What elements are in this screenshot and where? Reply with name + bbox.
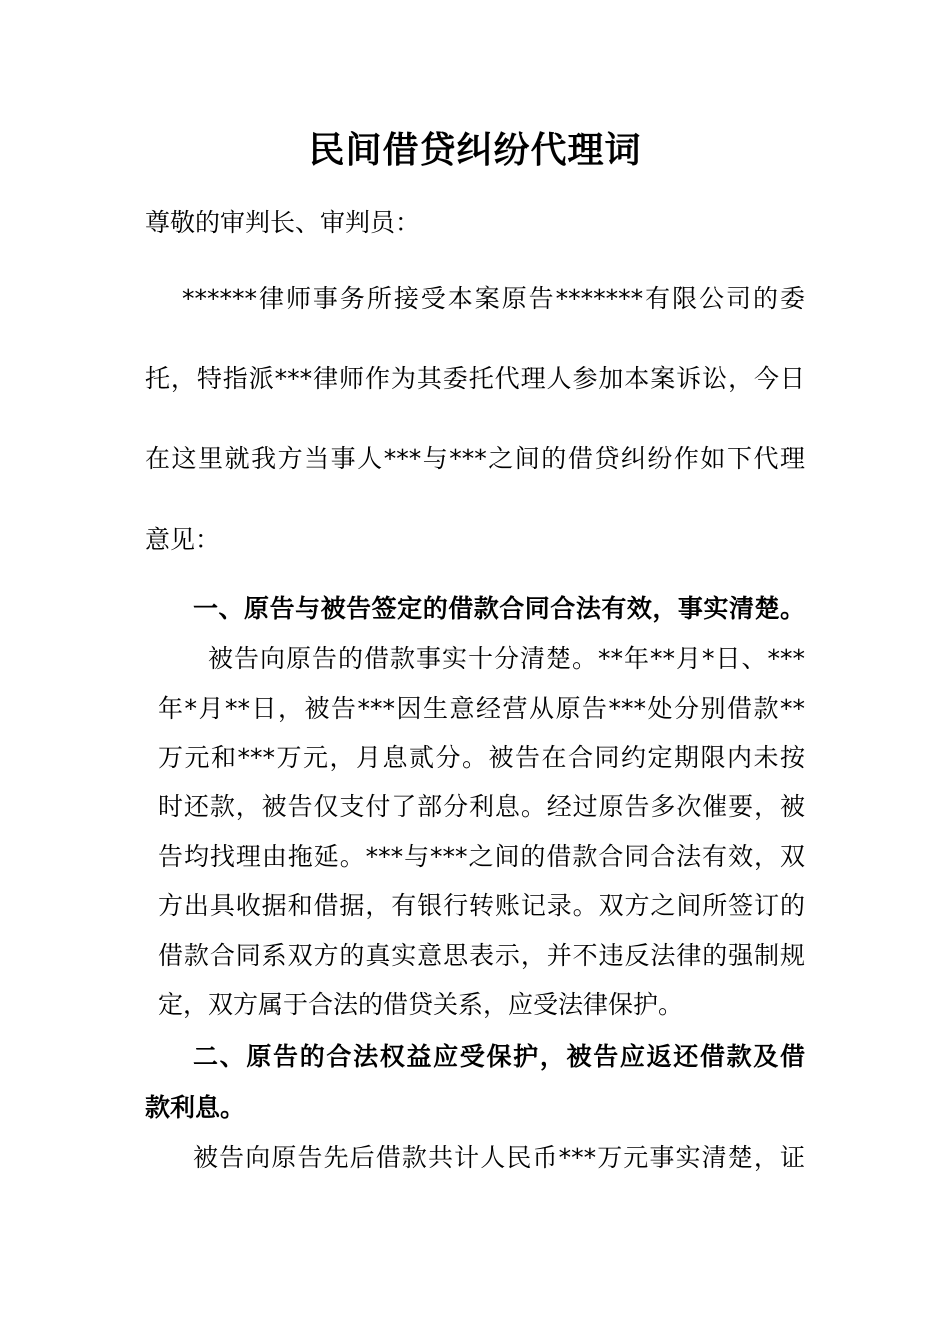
salutation: 尊敬的审判长、审判员： [145, 208, 421, 237]
section-heading: 一、原告与被告签定的借款合同合法有效，事实清楚。 [193, 594, 805, 623]
body-line: 告均找理由拖延。***与***之间的借款合同合法有效，双 [158, 842, 805, 871]
intro-line: 托，特指派***律师作为其委托代理人参加本案诉讼，今日 [145, 364, 805, 393]
document-title: 民间借贷纠纷代理词 [308, 129, 642, 171]
body-line: 定，双方属于合法的借贷关系，应受法律保护。 [158, 990, 684, 1019]
body-line: 借款合同系双方的真实意思表示，并不违反法律的强制规 [158, 941, 805, 970]
section-heading: 款利息。 [145, 1093, 246, 1122]
body-line: 年*月**日，被告***因生意经营从原告***处分别借款** [158, 694, 805, 723]
intro-line: 在这里就我方当事人***与***之间的借贷纠纷作如下代理 [145, 444, 805, 473]
section-heading: 二、原告的合法权益应受保护，被告应返还借款及借 [193, 1042, 805, 1071]
body-line: 被告向原告先后借款共计人民币***万元事实清楚，证 [193, 1143, 805, 1172]
intro-line: ******律师事务所接受本案原告*******有限公司的委 [182, 284, 805, 313]
intro-line: 意见： [145, 525, 221, 554]
body-line: 时还款，被告仅支付了部分利息。经过原告多次催要，被 [158, 792, 805, 821]
body-line: 被告向原告的借款事实十分清楚。**年**月*日、*** [208, 644, 805, 673]
body-line: 万元和***万元，月息贰分。被告在合同约定期限内未按 [158, 743, 805, 772]
body-line: 方出具收据和借据，有银行转账记录。双方之间所签订的 [158, 891, 805, 920]
